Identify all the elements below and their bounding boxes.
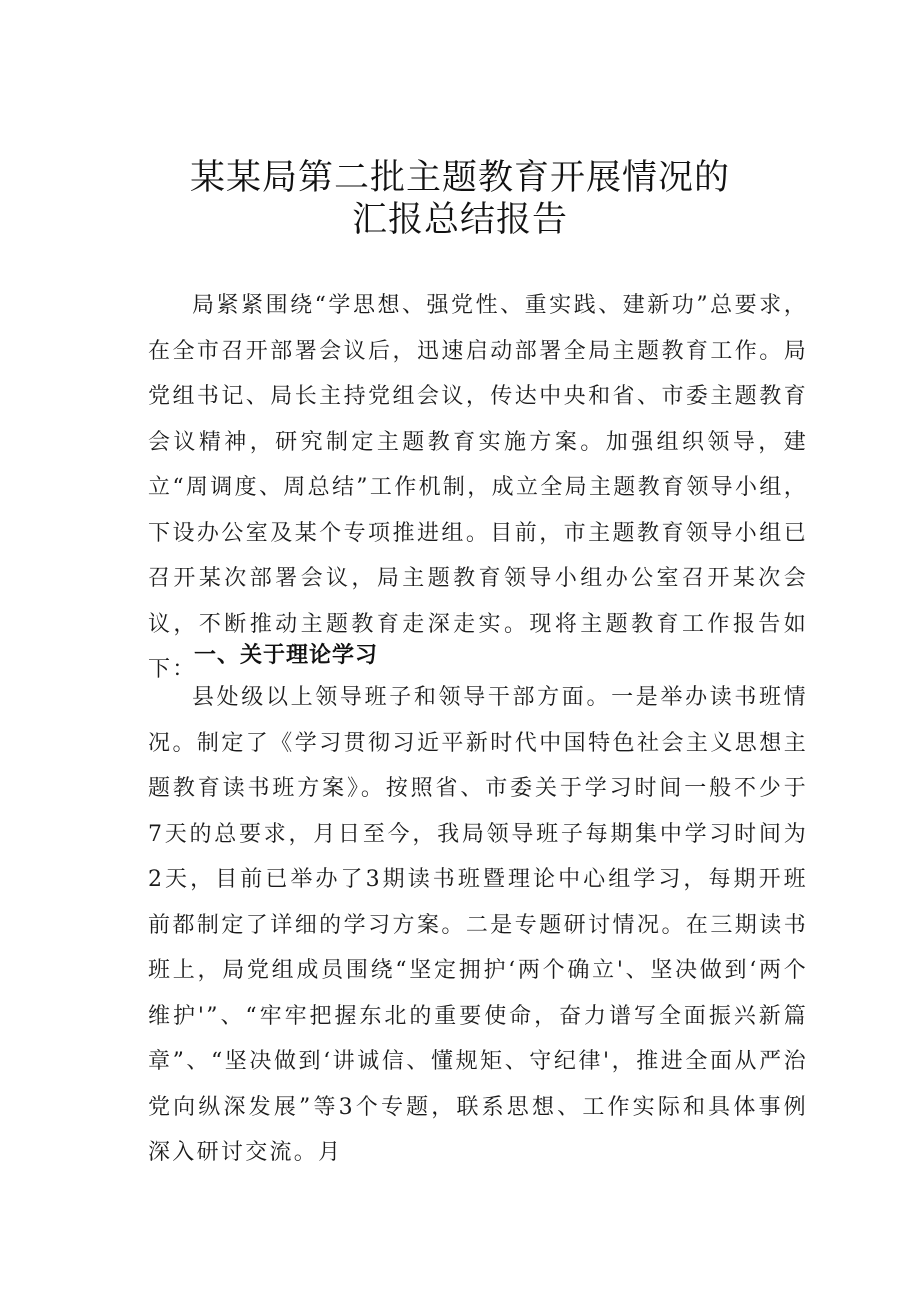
document-title-line-1: 某某局第二批主题教育开展情况的	[189, 158, 730, 198]
section-1-paragraph: 县处级以上领导班子和领导干部方面。一是举办读书班情况。制定了《学习贯彻习近平新时代中国特色社会主义思想主题教育读书班方案》。按照省、市委关于学习时间一般不少于7天的总要求，月日至今，我局领导班子每期集中学习时间为2天，目前已举办了3期读书班暨理论中心组学习，每期开班前都制定了详细的学习方案。二是专题研讨情况。在三期读书班上，局党组成员围绕“坚定拥护‘两个确立'、坚决做到‘两个维护'”、“牢牢把握东北的重要使命，奋力谱写全面振兴新篇章”、“坚决做到‘讲诚信、懂规矩、守纪律'，推进全面从严治党向纵深发展”等3个专题，联系思想、工作实际和具体事例深入研讨交流。月	[148, 685, 808, 1165]
section-heading-theory-study: 一、关于理论学习	[194, 643, 379, 668]
document-title-line-2: 汇报总结报告	[351, 200, 568, 240]
intro-paragraph: 局紧紧围绕“学思想、强党性、重实践、建新功”总要求，在全市召开部署会议后，迅速启动部署全局主题教育工作。局党组书记、局长主持党组会议，传达中央和省、市委主题教育会议精神，研究制定主题教育实施方案。加强组织领导，建立“周调度、周总结”工作机制，成立全局主题教育领导小组，下设办公室及某个专项推进组。目前，市主题教育领导小组已召开某次部署会议，局主题教育领导小组办公室召开某次会议，不断推动主题教育走深走实。现将主题教育工作报告如下：	[148, 293, 808, 682]
